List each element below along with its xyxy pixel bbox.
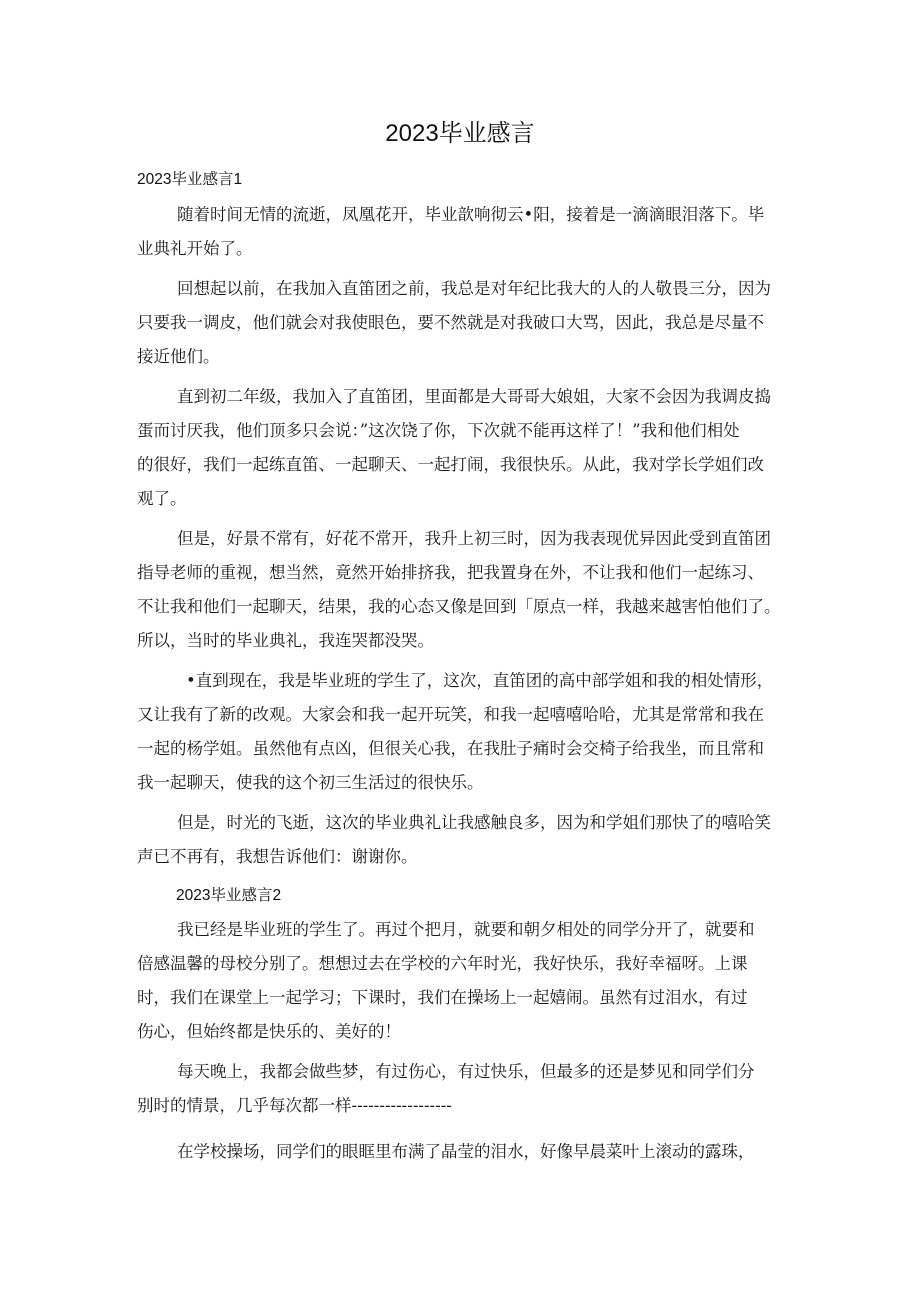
paragraph-line: 的很好，我们一起练直笛、一起聊天、一起打闹，我很快乐。从此，我对学长学姐们改 [137,455,764,474]
paragraph-line: 倍感温馨的母校分别了。想想过去在学校的六年时光，我好快乐，我好幸福呀。上课 [137,954,748,973]
paragraph-line: 随着时间无情的流逝，凤凰花开，毕业歆响彻云•阳，接着是一滴滴眼泪落下。毕 [177,205,765,224]
paragraph-line: 在学校操场，同学们的眼眶里布满了晶莹的泪水，好像早晨菜叶上滚动的露珠， [177,1142,755,1161]
paragraph-line: 伤心，但始终都是快乐的、美好的！ [137,1022,401,1041]
paragraph-line: •直到现在，我是毕业班的学生了，这次，直笛团的高中部学姐和我的相处情形， [186,671,774,690]
paragraph-line: 声已不再有，我想告诉他们：谢谢你。 [137,847,418,866]
paragraph-line: 但是，时光的飞逝，这次的毕业典礼让我感触良多，因为和学姐们那快了的嘻哈笑 [177,813,771,832]
paragraph-line: 时，我们在课堂上一起学习；下课时，我们在操场上一起嬉闹。虽然有过泪水，有过 [137,988,748,1007]
paragraph-line: 接近他们。 [137,347,220,366]
section-heading-2: 2023毕业感言2 [176,887,282,904]
paragraph-line: 直到初二年级，我加入了直笛团，里面都是大哥哥大娘姐，大家不会因为我调皮捣 [177,387,771,406]
section-heading-1: 2023毕业感言1 [137,171,243,188]
paragraph-line: 每天晚上，我都会做些梦，有过伤心，有过快乐，但最多的还是梦见和同学们分 [177,1062,755,1081]
paragraph-line: 我一起聊天，使我的这个初三生活过的很快乐。 [137,773,484,792]
paragraph-line: 又让我有了新的改观。大家会和我一起开玩笑，和我一起嘻嘻哈哈，尤其是常常和我在 [137,705,764,724]
paragraph-line: 指导老师的重视，想当然，竟然开始排挤我，把我置身在外，不让我和他们一起练习、 [137,563,764,582]
paragraph-line: 一起的杨学姐。虽然他有点凶，但很关心我，在我肚子痛时会交椅子给我坐，而且常和 [137,739,764,758]
paragraph-line: 蛋而讨厌我，他们顶多只会说：”这次饶了你，下次就不能再这样了！”我和他们相处 [137,421,740,440]
paragraph-line: 我已经是毕业班的学生了。再过个把月，就要和朝夕相处的同学分开了，就要和 [177,920,755,939]
document-title: 2023毕业感言 [385,120,535,147]
paragraph-line: 业典礼开始了。 [137,239,253,258]
paragraph-line: 只要我一调皮，他们就会对我使眼色，要不然就是对我破口大骂，因此，我总是尽量不 [137,313,764,332]
paragraph-line: 但是，好景不常有，好花不常开，我升上初三时，因为我表现优异因此受到直笛团 [177,529,771,548]
paragraph-line: 不让我和他们一起聊天，结果，我的心态又像是回到「原点一样，我越来越害怕他们了。 [137,597,781,616]
paragraph-line: 观了。 [137,489,187,508]
paragraph-line: 回想起以前，在我加入直笛团之前，我总是对年纪比我大的人的人敬畏三分，因为 [177,279,771,298]
paragraph-line: 别时的情景，几乎每次都一样------------------ [137,1096,452,1115]
paragraph-line: 所以，当时的毕业典礼，我连哭都没哭。 [137,631,434,650]
